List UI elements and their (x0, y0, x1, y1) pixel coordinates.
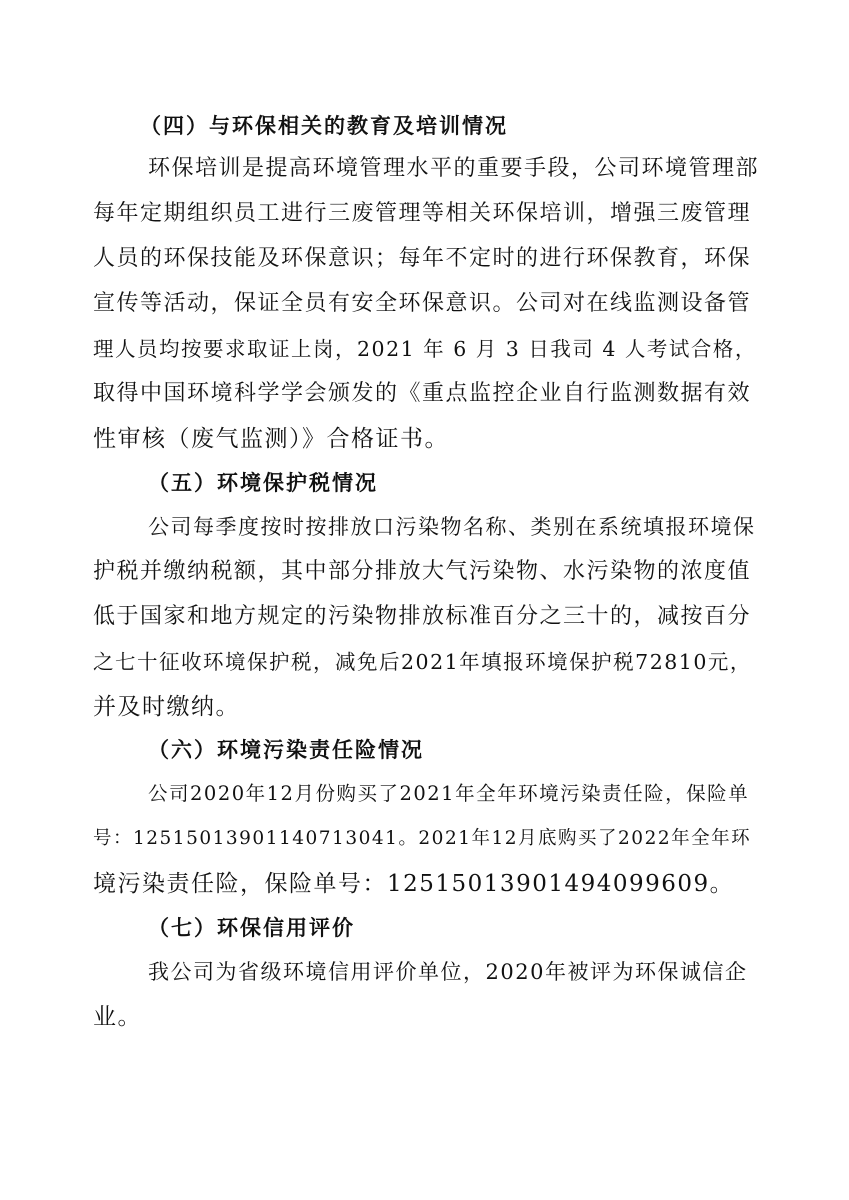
paragraph-line: 我公司为省级环境信用评价单位，2020年被评为环保诚信企 (148, 960, 748, 984)
paragraph-line: 环保培训是提高环境管理水平的重要手段，公司环境管理部 (148, 156, 760, 181)
paragraph-line: 境污染责任险，保险单号：12515013901494099609。 (93, 871, 735, 897)
section-heading-5: （五）环境保护税情况 (148, 471, 378, 495)
paragraph-line: 理人员均按要求取证上岗，2021 年 6 月 3 日我司 4 人考试合格， (93, 337, 757, 361)
paragraph-line: 护税并缴纳税额，其中部分排放大气污染物、水污染物的浓度值 (93, 559, 752, 584)
section-heading-7: （七）环保信用评价 (148, 916, 355, 940)
paragraph-line: 业。 (93, 1004, 142, 1030)
paragraph-line: 之七十征收环境保护税，减免后2021年填报环境保护税72810元， (93, 650, 752, 674)
paragraph-line: 取得中国环境科学学会颁发的《重点监控企业自行监测数据有效 (93, 381, 752, 406)
paragraph-line: 性审核（废气监测）》合格证书。 (93, 426, 449, 452)
paragraph-line: 公司2020年12月份购买了2021年全年环境污染责任险，保险单 (148, 782, 750, 805)
paragraph-line: 公司每季度按时按排放口污染物名称、类别在系统填报环境保 (148, 515, 756, 539)
paragraph-line: 宣传等活动，保证全员有安全环保意识。公司对在线监测设备管 (93, 291, 752, 316)
paragraph-line: 并及时缴纳。 (93, 694, 240, 720)
paragraph-line: 人员的环保技能及环保意识；每年不定时的进行环保教育，环保 (93, 246, 752, 271)
paragraph-line: 低于国家和地方规定的污染物排放标准百分之三十的，减按百分 (93, 604, 752, 629)
section-heading-4: （四）与环保相关的教育及培训情况 (140, 114, 508, 138)
paragraph-line: 每年定期组织员工进行三废管理等相关环保培训，增强三废管理 (93, 201, 752, 226)
section-heading-6: （六）环境污染责任险情况 (148, 738, 424, 762)
paragraph-line: 号：12515013901140713041。2021年12月底购买了2022年全年环 (93, 828, 752, 849)
